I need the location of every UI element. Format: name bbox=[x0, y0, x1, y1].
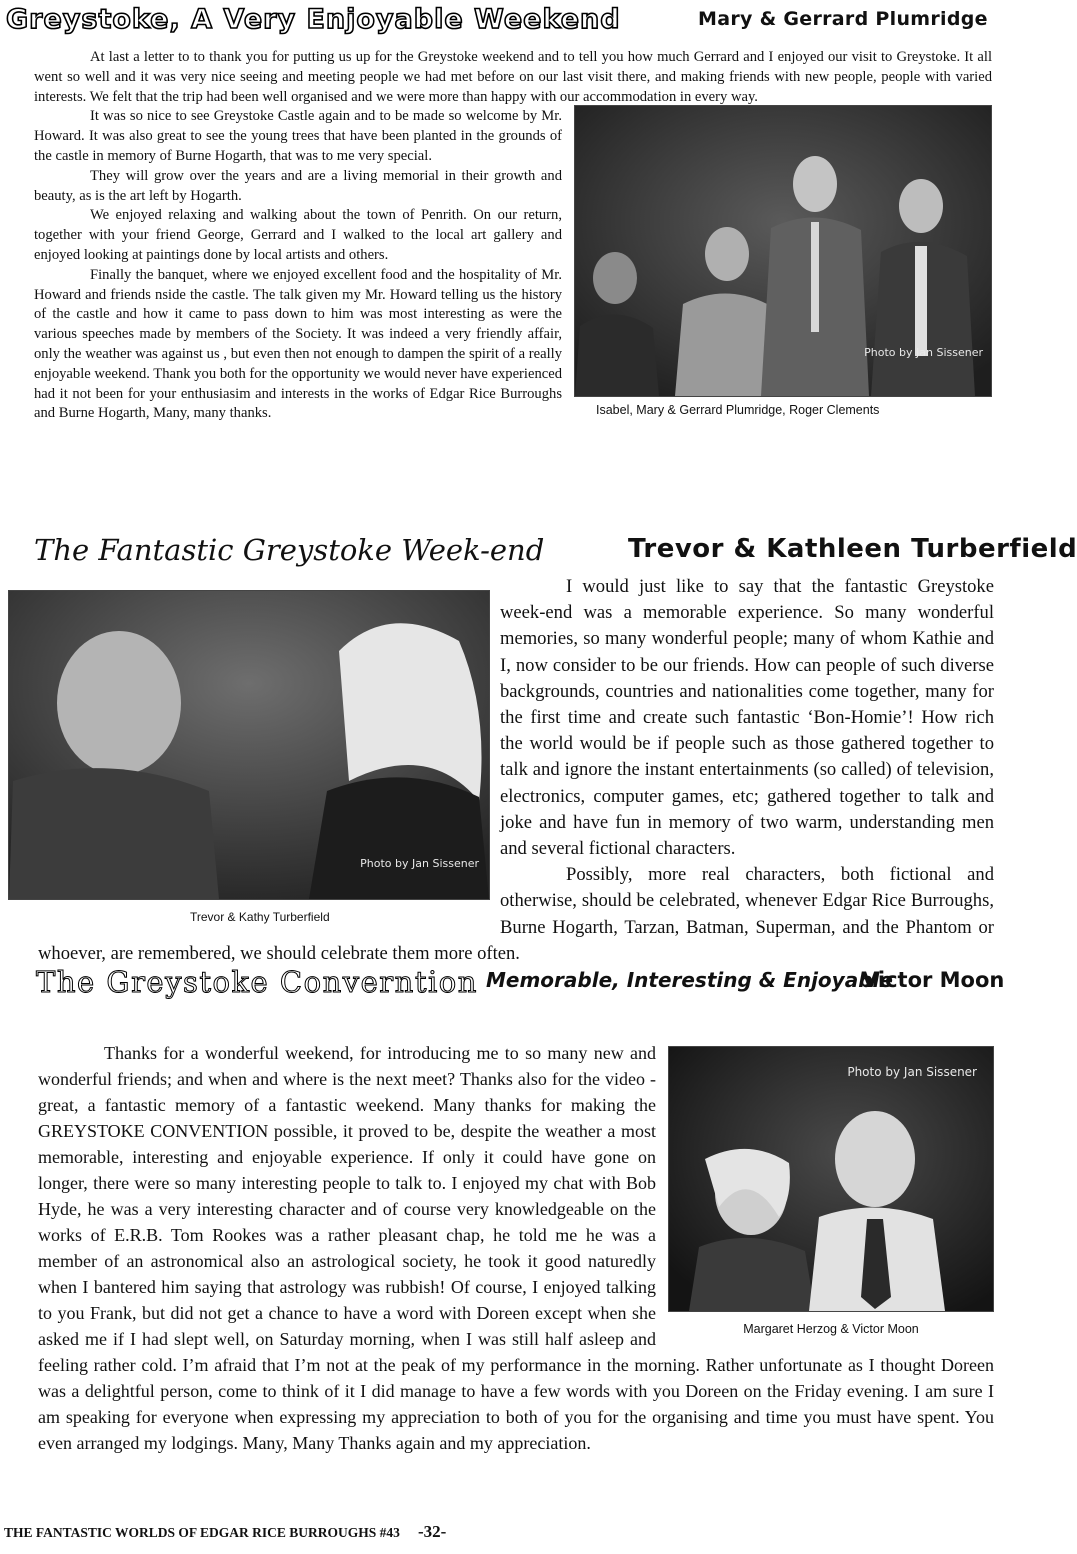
article2-paragraph-2: Possibly, more real characters, both fictional and otherwise, should be celebrated, whenever Edgar Rice Burroughs, Burne Hogarth, Tarzan, Batman, Superman, and the Phantom or whoever, are remembered, we should celebrate them more often. bbox=[38, 864, 994, 964]
page-number: -32- bbox=[417, 1522, 447, 1541]
article2-title: The Fantastic Greystoke Week-end bbox=[34, 533, 545, 567]
article3-photo bbox=[668, 1046, 994, 1312]
article2-paragraph-1: I would just like to say that the fantastic Greystoke week-end was a memorable experience. So many wonderful memories, so many wonderful people; many of whom Kathie and I, now consider to be our friends. How can people of such diverse backgrounds, countries and nationalities come together, many for the first time and create such fantastic ‘Bon-Homie’! How rich the world would be if people such as those gathered together to talk and ignore the instant entertainments (so called) of television, electronics, computer games, etc; gathered together to talk and joke and have fun in memory of two warm, understanding men and several fictional characters. bbox=[500, 576, 994, 860]
publication-name: THE FANTASTIC WORLDS OF EDGAR RICE BURROUGHS #43 bbox=[4, 1525, 400, 1540]
page-footer bbox=[4, 1522, 446, 1542]
article1-paragraph-5: Finally the banquet, where we enjoyed excellent food and the hospitality of Mr. Howard and friends nside the castle. The talk given my Mr. Howard telling us the history of the castle and how it came to pass down to him was most interesting as were the various speeches made by members of the Society. It was indeed a very friendly affair, only the weather was against us , but even then not enough to dampen the spirit of a really enjoyable weekend. Thank you both for the opportunity we would never have experienced had it not been for your enthusiasim and interests in the works of Edgar Rice Burroughs and Burne Hogarth, Many, many thanks. bbox=[34, 266, 562, 422]
article1-photo-credit: Photo by Jan Sissener bbox=[864, 345, 983, 359]
article3-paragraph-1: Thanks for a wonderful weekend, for introducing me to so many new and wonderful friends; and when and where is the next meet? Thanks also for the video - great, a fantastic memory of a fantastic weekend. Many thanks for making the GREYSTOKE CONVENTION possible, it proved to be, despite the weather a most memorable, interesting and enjoyable experience. If only it could have gone on longer, there were so many interesting people to talk to. I enjoyed my chat with Bob Hyde, he was a very interesting character and of course very knowledgeable on the works of E.R.B. Tom Rookes was a rather pleasant chap, he told me he was a member of an astronomical also an astrological society, he took it good naturedly when I bantered him saying that astrology was rubbish! Of course, I enjoyed talking to you Frank, but did not get a chance to have a word with Doreen except when she asked me if I had slept well, on Saturday morning, when I was still half asleep and feeling rather cold. I’m afraid that I’m not at the peak of my performance in the morning. Rather unfortunate as I thought Doreen was a delightful person, come to think of it I did manage to have a few words with you Doreen on the Friday evening. I am sure I am speaking for everyone when expressing my appreciation to both of you for the organising and time you must have spent. You even arranged my lodgings. Many, Many Thanks again and my appreciation. bbox=[38, 1043, 994, 1453]
article2-photo-credit: Photo by Jan Sissener bbox=[360, 856, 479, 870]
article1-photo-caption: Isabel, Mary & Gerrard Plumridge, Roger Clements bbox=[596, 403, 880, 418]
article2-figure bbox=[8, 590, 490, 930]
article1-paragraph-1: At last a letter to to thank you for putting us up for the Greystoke weekend and to tell you how much Gerrard and I enjoyed our visit to Greystoke. It all went so well and it was very nice seeing and meeting people we had met before on our last visit there, and making friends with new people, people with varied interests. We felt that the trip had been well organised and we were more than happy with our accommodation in every way. bbox=[34, 49, 992, 105]
article3-figure bbox=[668, 1046, 994, 1342]
article3-subtitle: Memorable, Interesting & Enjoyable bbox=[486, 968, 893, 992]
article1-photo bbox=[574, 105, 992, 397]
article1-title: Greystoke, A Very Enjoyable Weekend bbox=[6, 4, 621, 35]
article3-author: Victor Moon bbox=[862, 968, 1005, 992]
article3-title: The Greystoke Converntion bbox=[36, 965, 478, 999]
article2-photo-caption: Trevor & Kathy Turberfield bbox=[190, 910, 330, 924]
article1-paragraph-4: We enjoyed relaxing and walking about the town of Penrith. On our return, together with your friend George, Gerrard and I walked to the local art gallery and enjoyed looking at paintings done by local artists and others. bbox=[34, 207, 562, 263]
article3-photo-credit: Photo by Jan Sissener bbox=[847, 1065, 977, 1079]
article3-photo-caption: Margaret Herzog & Victor Moon bbox=[743, 1322, 919, 1336]
article2-body bbox=[38, 574, 994, 967]
article1-paragraph-3: They will grow over the years and are a living memorial in their growth and beauty, as is the art left by Hogarth. bbox=[34, 167, 562, 204]
article2-photo bbox=[8, 590, 490, 900]
article3-body bbox=[38, 1040, 994, 1456]
article1-body bbox=[34, 48, 992, 427]
article1-paragraph-2: It was so nice to see Greystoke Castle again and to be made so welcome by Mr. Howard. It was also great to see the young trees that have been planted in the grounds of the castle in memory of Burne Hogarth, that was to me very special. bbox=[34, 108, 562, 164]
article1-author: Mary & Gerrard Plumridge bbox=[698, 8, 988, 30]
article2-author: Trevor & Kathleen Turberfield bbox=[628, 534, 1077, 564]
article1-figure bbox=[574, 105, 992, 421]
pair-photo-image bbox=[669, 1047, 993, 1311]
